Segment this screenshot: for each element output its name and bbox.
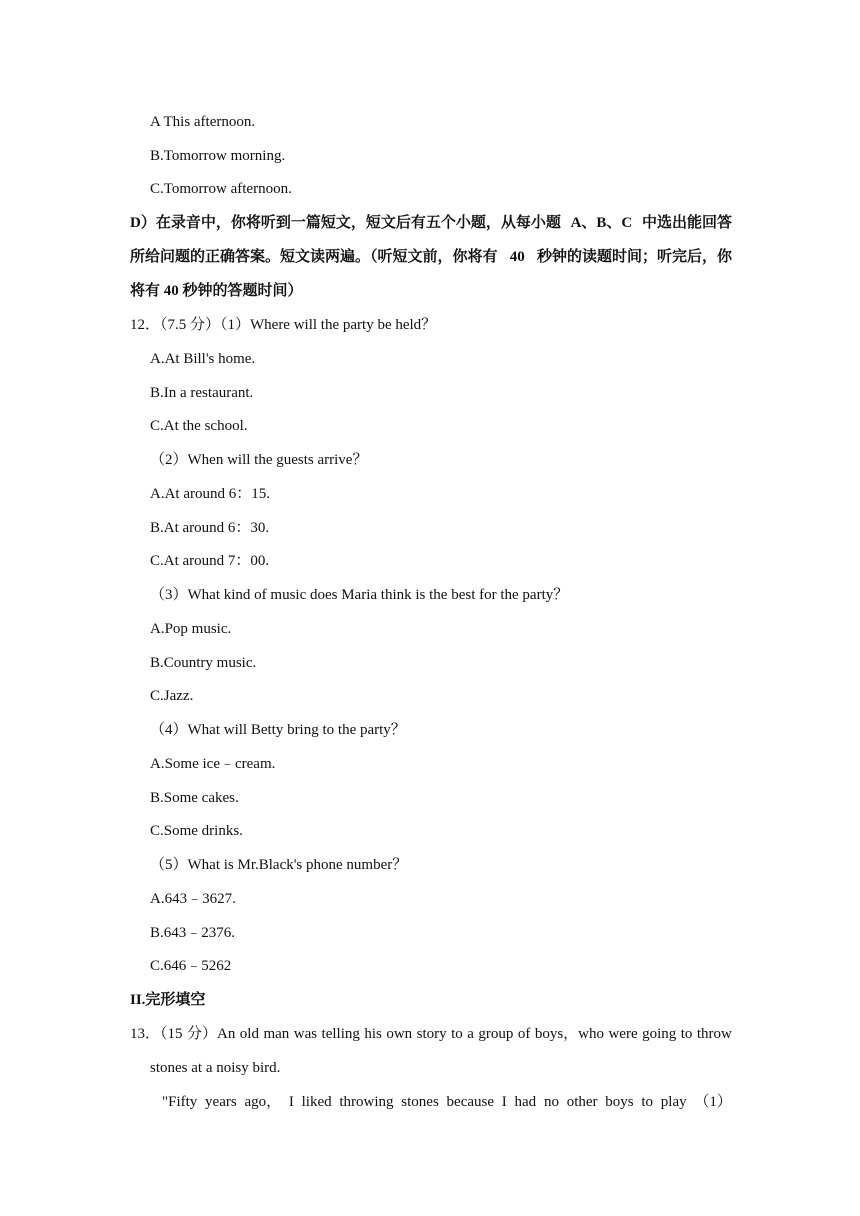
q12-4-option-c: C.Some drinks. — [150, 823, 243, 839]
section-ii-heading: II.完形填空 — [130, 992, 206, 1008]
q12-sub2-question: （2）When will the guests arrive？ — [150, 452, 368, 468]
word: "Fifty — [162, 1094, 198, 1110]
word: throwing — [339, 1094, 394, 1110]
word: I — [501, 1094, 507, 1110]
q12-5-option-a: A.643﹣3627. — [150, 891, 236, 907]
q12-3-option-b: B.Country music. — [150, 655, 257, 671]
word: I — [288, 1094, 294, 1110]
word: had — [514, 1094, 537, 1110]
section-d-instruction-line2 — [130, 247, 732, 267]
text-segment: 13．（15 — [130, 1026, 183, 1042]
text-segment: 所给问题的正确答案。短文读两遍。（听短文前，你将有 — [130, 249, 498, 265]
q12-2-option-b: B.At around 6：30. — [150, 520, 270, 536]
question-13-line3 — [162, 1092, 732, 1112]
text-segment: of — [517, 1026, 531, 1042]
word: play — [660, 1094, 687, 1110]
text-segment: going — [642, 1026, 677, 1042]
text-segment: to — [680, 1026, 693, 1042]
q12-sub3-question: （3）What kind of music does Maria think is the best for the party？ — [150, 587, 569, 603]
q12-1-option-b: B.In a restaurant. — [150, 385, 254, 401]
q12-5-option-b: B.643﹣2376. — [150, 925, 236, 941]
text-segment: boys，who — [534, 1026, 604, 1042]
text-segment: his — [364, 1026, 382, 1042]
word: no — [543, 1094, 559, 1110]
q12-4-option-a: A.Some ice﹣cream. — [150, 756, 276, 772]
word: ago， — [244, 1094, 282, 1110]
text-segment: 分）An — [186, 1026, 236, 1042]
word: liked — [301, 1094, 332, 1110]
q12-5-option-c: C.646﹣5262 — [150, 958, 232, 974]
q12-sub5-question: （5）What is Mr.Black's phone number？ — [150, 857, 408, 873]
q12-1-option-a: A.At Bill's home. — [150, 351, 256, 367]
word: years — [205, 1094, 237, 1110]
q12-4-option-b: B.Some cakes. — [150, 790, 239, 806]
word: stones — [401, 1094, 439, 1110]
blank-number: （1） — [694, 1094, 732, 1110]
option-a: A This afternoon. — [150, 114, 256, 130]
text-segment: were — [608, 1026, 638, 1042]
text-segment: telling — [321, 1026, 360, 1042]
text-segment: 秒钟的读题时间；听完后，你 — [536, 249, 732, 265]
q12-sub4-question: （4）What will Betty bring to the party？ — [150, 722, 406, 738]
text-segment: throw — [696, 1026, 732, 1042]
word: boys — [605, 1094, 634, 1110]
text-segment: a — [467, 1026, 474, 1042]
question-12-stem: 12．（7.5 分）（1）Where will the party be held？ — [130, 317, 437, 333]
option-b: B.Tomorrow morning. — [150, 148, 286, 164]
text-segment: 40 — [509, 249, 525, 265]
text-segment: story — [416, 1026, 447, 1042]
text-segment: group — [478, 1026, 514, 1042]
text-segment: man — [263, 1026, 290, 1042]
text-segment: D）在录音中，你将听到一篇短文，短文后有五个小题，从每小题 — [130, 215, 561, 231]
text-segment: old — [239, 1026, 259, 1042]
word: to — [641, 1094, 654, 1110]
question-13-line1 — [130, 1024, 732, 1044]
word: other — [566, 1094, 598, 1110]
q12-2-option-a: A.At around 6：15. — [150, 486, 270, 502]
question-13-line2: stones at a noisy bird. — [150, 1060, 281, 1076]
section-d-instruction-line1 — [130, 213, 732, 233]
section-d-instruction-line3: 将有 40 秒钟的答题时间） — [130, 283, 303, 299]
text-segment: A、B、C — [570, 215, 633, 231]
q12-2-option-c: C.At around 7：00. — [150, 553, 270, 569]
q12-3-option-a: A.Pop music. — [150, 621, 232, 637]
option-c: C.Tomorrow afternoon. — [150, 181, 292, 197]
text-segment: was — [293, 1026, 318, 1042]
q12-3-option-c: C.Jazz. — [150, 688, 194, 704]
text-segment: own — [386, 1026, 413, 1042]
text-segment: 中选出能回答 — [641, 215, 732, 231]
text-segment: to — [451, 1026, 463, 1042]
q12-1-option-c: C.At the school. — [150, 418, 248, 434]
word: because — [446, 1094, 495, 1110]
